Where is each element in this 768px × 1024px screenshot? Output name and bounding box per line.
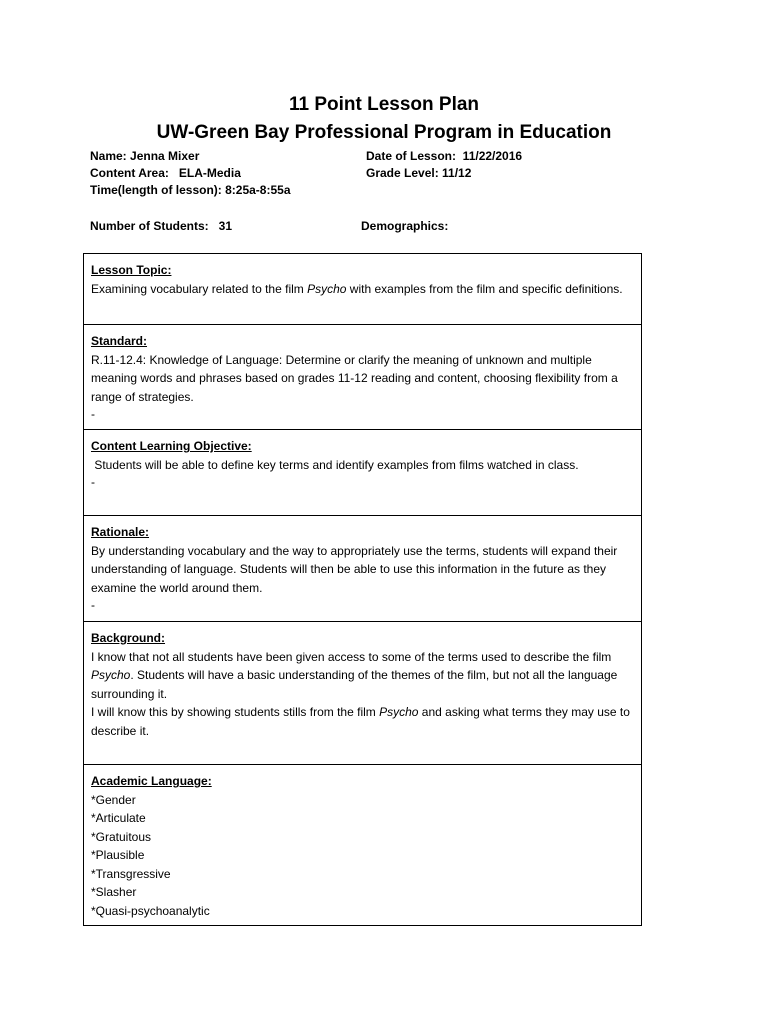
program-title: UW-Green Bay Professional Program in Education [156,122,612,143]
background-section [84,621,641,764]
rationale-section [84,515,641,621]
film-title: Psycho [91,668,131,682]
vocab-item: *Transgressive [91,866,171,881]
student-count: Number of Students: 31 [90,219,233,233]
section-title: Rationale: [91,525,150,539]
section-dash: - [91,475,95,489]
section-title: Background: [91,631,166,645]
content-area: Content Area: ELA-Media [90,166,241,180]
lesson-topic-section [84,254,641,324]
standard-section [84,324,641,429]
learning-objective-section [84,429,641,515]
grade-level: Grade Level: 11/12 [366,166,472,180]
section-dash: - [91,598,95,612]
section-title: Academic Language: [91,774,212,788]
film-title: Psycho [379,705,419,719]
page-title: 11 Point Lesson Plan [288,94,480,115]
section-title: Standard: [91,334,148,348]
vocab-item: *Gender [91,792,136,807]
lesson-date: Date of Lesson: 11/22/2016 [366,149,523,163]
section-body: I know that not all students have been given access to some of the terms used to describe the film Psycho. Students will have a basic understanding of the themes of the film, but not all the language surrounding it. [91,649,618,701]
vocab-item: *Quasi-psychoanalytic [91,903,210,918]
demographics: Demographics: [361,219,449,233]
section-title: Lesson Topic: [91,263,172,277]
film-title: Psycho [307,281,347,296]
section-body: Examining vocabulary related to the film Psycho with examples from the film and specific definitions. [91,281,623,296]
vocab-item: *Plausible [91,848,145,862]
vocab-item: *Articulate [91,811,146,825]
teacher-name: Name: Jenna Mixer [90,149,200,163]
section-title: Content Learning Objective: [91,439,252,453]
section-dash: - [91,407,95,421]
section-body: Students will be able to define key terms and identify examples from films watched in class. [91,457,579,472]
vocab-item: *Slasher [91,885,137,899]
lesson-plan-table [83,253,642,926]
vocab-item: *Gratuitous [91,829,152,844]
academic-language-section [84,764,641,925]
section-body: By understanding vocabulary and the way to appropriately use the terms, students will expand their understanding of language. Students will then be able to use this information in the future as they examine the world around them. [91,543,618,595]
lesson-time: Time(length of lesson): 8:25a-8:55a [90,183,291,197]
section-body: R.11-12.4: Knowledge of Language: Determine or clarify the meaning of unknown and multiple meaning words and phrases based on grades 11-12 reading and content, choosing flexibility from a range of strategies. [91,352,618,404]
section-body: I will know this by showing students stills from the film Psycho and asking what terms they may use to describe it. [91,705,630,738]
